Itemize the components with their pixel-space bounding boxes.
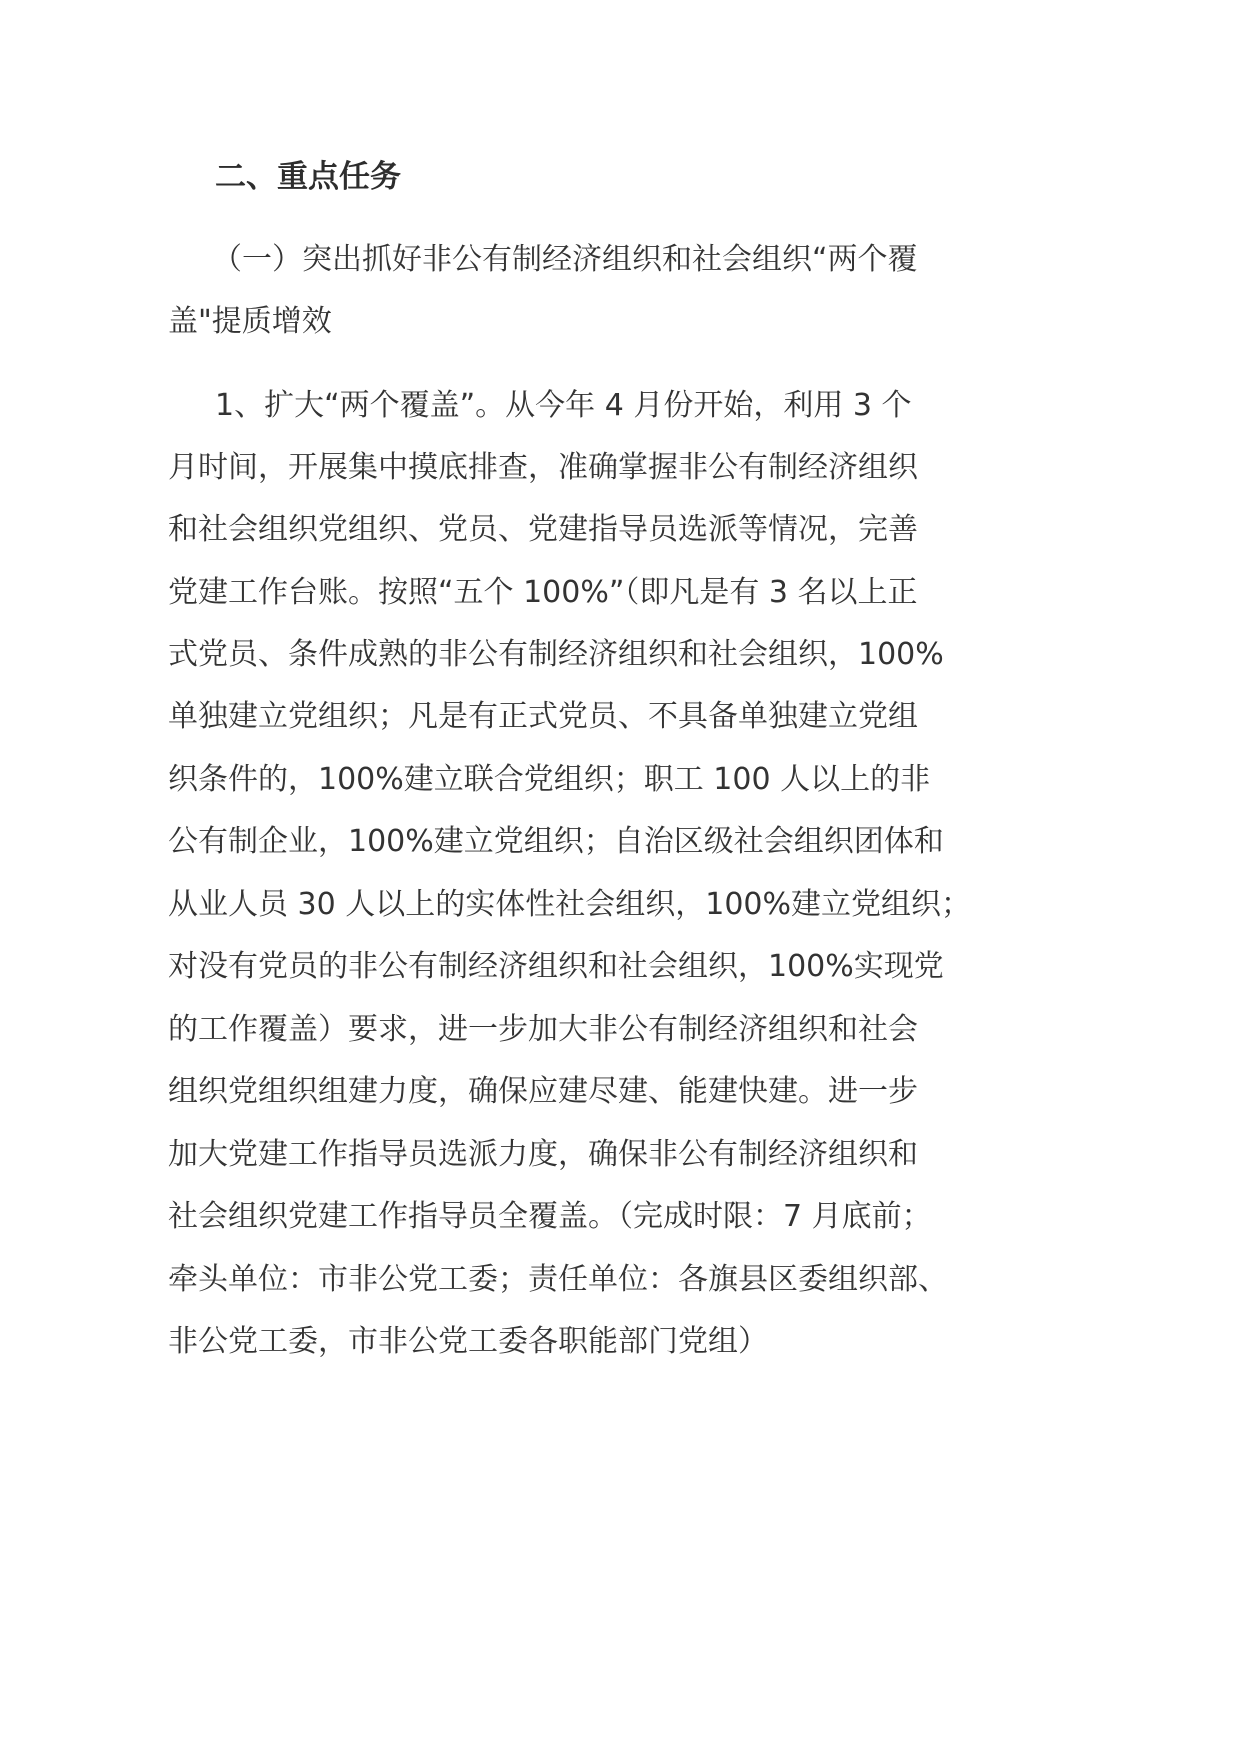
paragraph-line: 织条件的，100%建立联合党组织；职工 100 人以上的非 — [168, 762, 931, 797]
paragraph-line: 非公党工委，市非公党工委各职能部门党组） — [168, 1324, 768, 1359]
paragraph-line: 1、扩大“两个覆盖”。从今年 4 月份开始，利用 3 个 — [215, 388, 912, 423]
paragraph-line: 从业人员 30 人以上的实体性社会组织，100%建立党组织； — [168, 887, 972, 922]
paragraph-line: 组织党组织组建力度，确保应建尽建、能建快建。进一步 — [168, 1074, 918, 1109]
paragraph-line: 式党员、条件成熟的非公有制经济组织和社会组织，100% — [168, 637, 944, 672]
paragraph-line: 公有制企业，100%建立党组织；自治区级社会组织团体和 — [168, 824, 944, 859]
subsection-title-line-1: （一）突出抓好非公有制经济组织和社会组织“两个覆 — [212, 242, 918, 277]
paragraph-line: 单独建立党组织；凡是有正式党员、不具备单独建立党组 — [168, 699, 918, 734]
paragraph-line: 加大党建工作指导员选派力度，确保非公有制经济组织和 — [168, 1137, 918, 1172]
paragraph-line: 社会组织党建工作指导员全覆盖。（完成时限：7 月底前； — [168, 1199, 932, 1234]
subsection-title-line-2: 盖"提质增效 — [168, 304, 332, 339]
paragraph-line: 的工作覆盖）要求，进一步加大非公有制经济组织和社会 — [168, 1012, 918, 1047]
paragraph-line: 党建工作台账。按照“五个 100%”（即凡是有 3 名以上正 — [168, 575, 918, 610]
paragraph-line: 和社会组织党组织、党员、党建指导员选派等情况，完善 — [168, 512, 918, 547]
section-heading: 二、重点任务 — [215, 159, 401, 195]
paragraph-line: 牵头单位：市非公党工委；责任单位：各旗县区委组织部、 — [168, 1262, 948, 1297]
paragraph-line: 月时间，开展集中摸底排查，准确掌握非公有制经济组织 — [168, 450, 918, 485]
paragraph-line: 对没有党员的非公有制经济组织和社会组织，100%实现党 — [168, 949, 944, 984]
